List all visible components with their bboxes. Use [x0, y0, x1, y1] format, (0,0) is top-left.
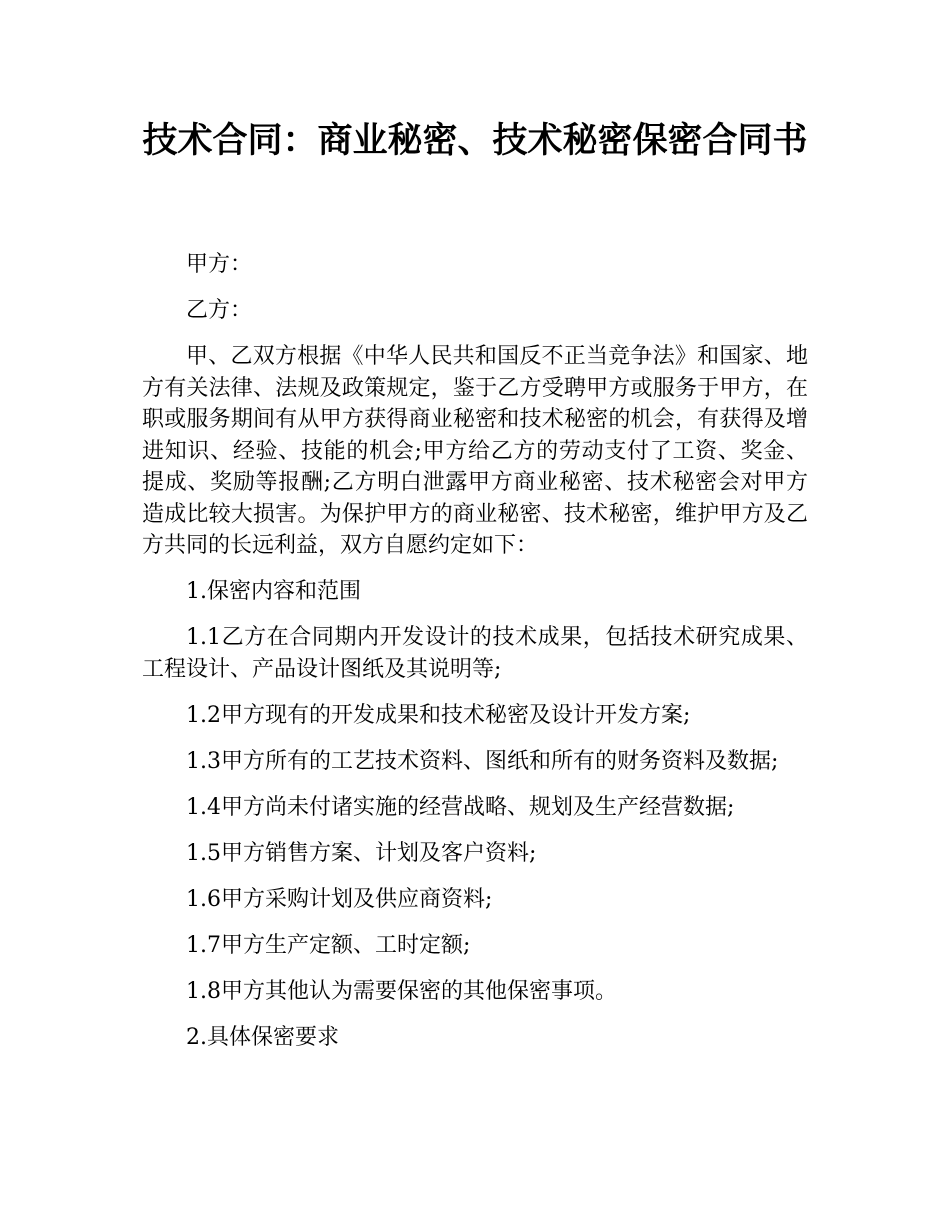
clause-1-8: 1.8甲方其他认为需要保密的其他保密事项。 [186, 978, 617, 1004]
document-body [142, 249, 808, 1068]
document-title: 技术合同：商业秘密、技术秘密保密合同书 [142, 121, 808, 161]
party-a-line: 甲方： [186, 252, 253, 277]
clause-1-4: 1.4甲方尚未付诸实施的经营战略、规划及生产经营数据; [186, 794, 735, 820]
preamble-paragraph: 甲、乙双方根据《中华人民共和国反不正当竞争法》和国家、地方有关法律、法规及政策规定，鉴于乙方受聘甲方或服务于甲方，在职或服务期间有从甲方获得商业秘密和技术秘密的机会，有获得及增进知识、经验、技能的机会;甲方给乙方的劳动支付了工资、奖金、提成、奖励等报酬;乙方明白泄露甲方商业秘密、技术秘密会对甲方造成比较大损害。为保护甲方的商业秘密、技术秘密，维护甲方及乙方共同的长远利益，双方自愿约定如下： [142, 344, 808, 558]
clause-1-6: 1.6甲方采购计划及供应商资料; [186, 886, 493, 912]
clause-1-2: 1.2甲方现有的开发成果和技术秘密及设计开发方案; [186, 702, 691, 728]
clause-1-7: 1.7甲方生产定额、工时定额; [186, 932, 471, 958]
clause-1-5: 1.5甲方销售方案、计划及客户资料; [186, 840, 537, 866]
clause-1-3: 1.3甲方所有的工艺技术资料、图纸和所有的财务资料及数据; [186, 748, 779, 774]
section-heading-1: 1.保密内容和范围 [186, 579, 361, 604]
section-heading-2: 2.具体保密要求 [186, 1024, 339, 1050]
party-b-line: 乙方： [186, 298, 253, 323]
clause-1-1: 1.1乙方在合同期内开发设计的技术成果，包括技术研究成果、工程设计、产品设计图纸及其说明等; [142, 625, 808, 682]
